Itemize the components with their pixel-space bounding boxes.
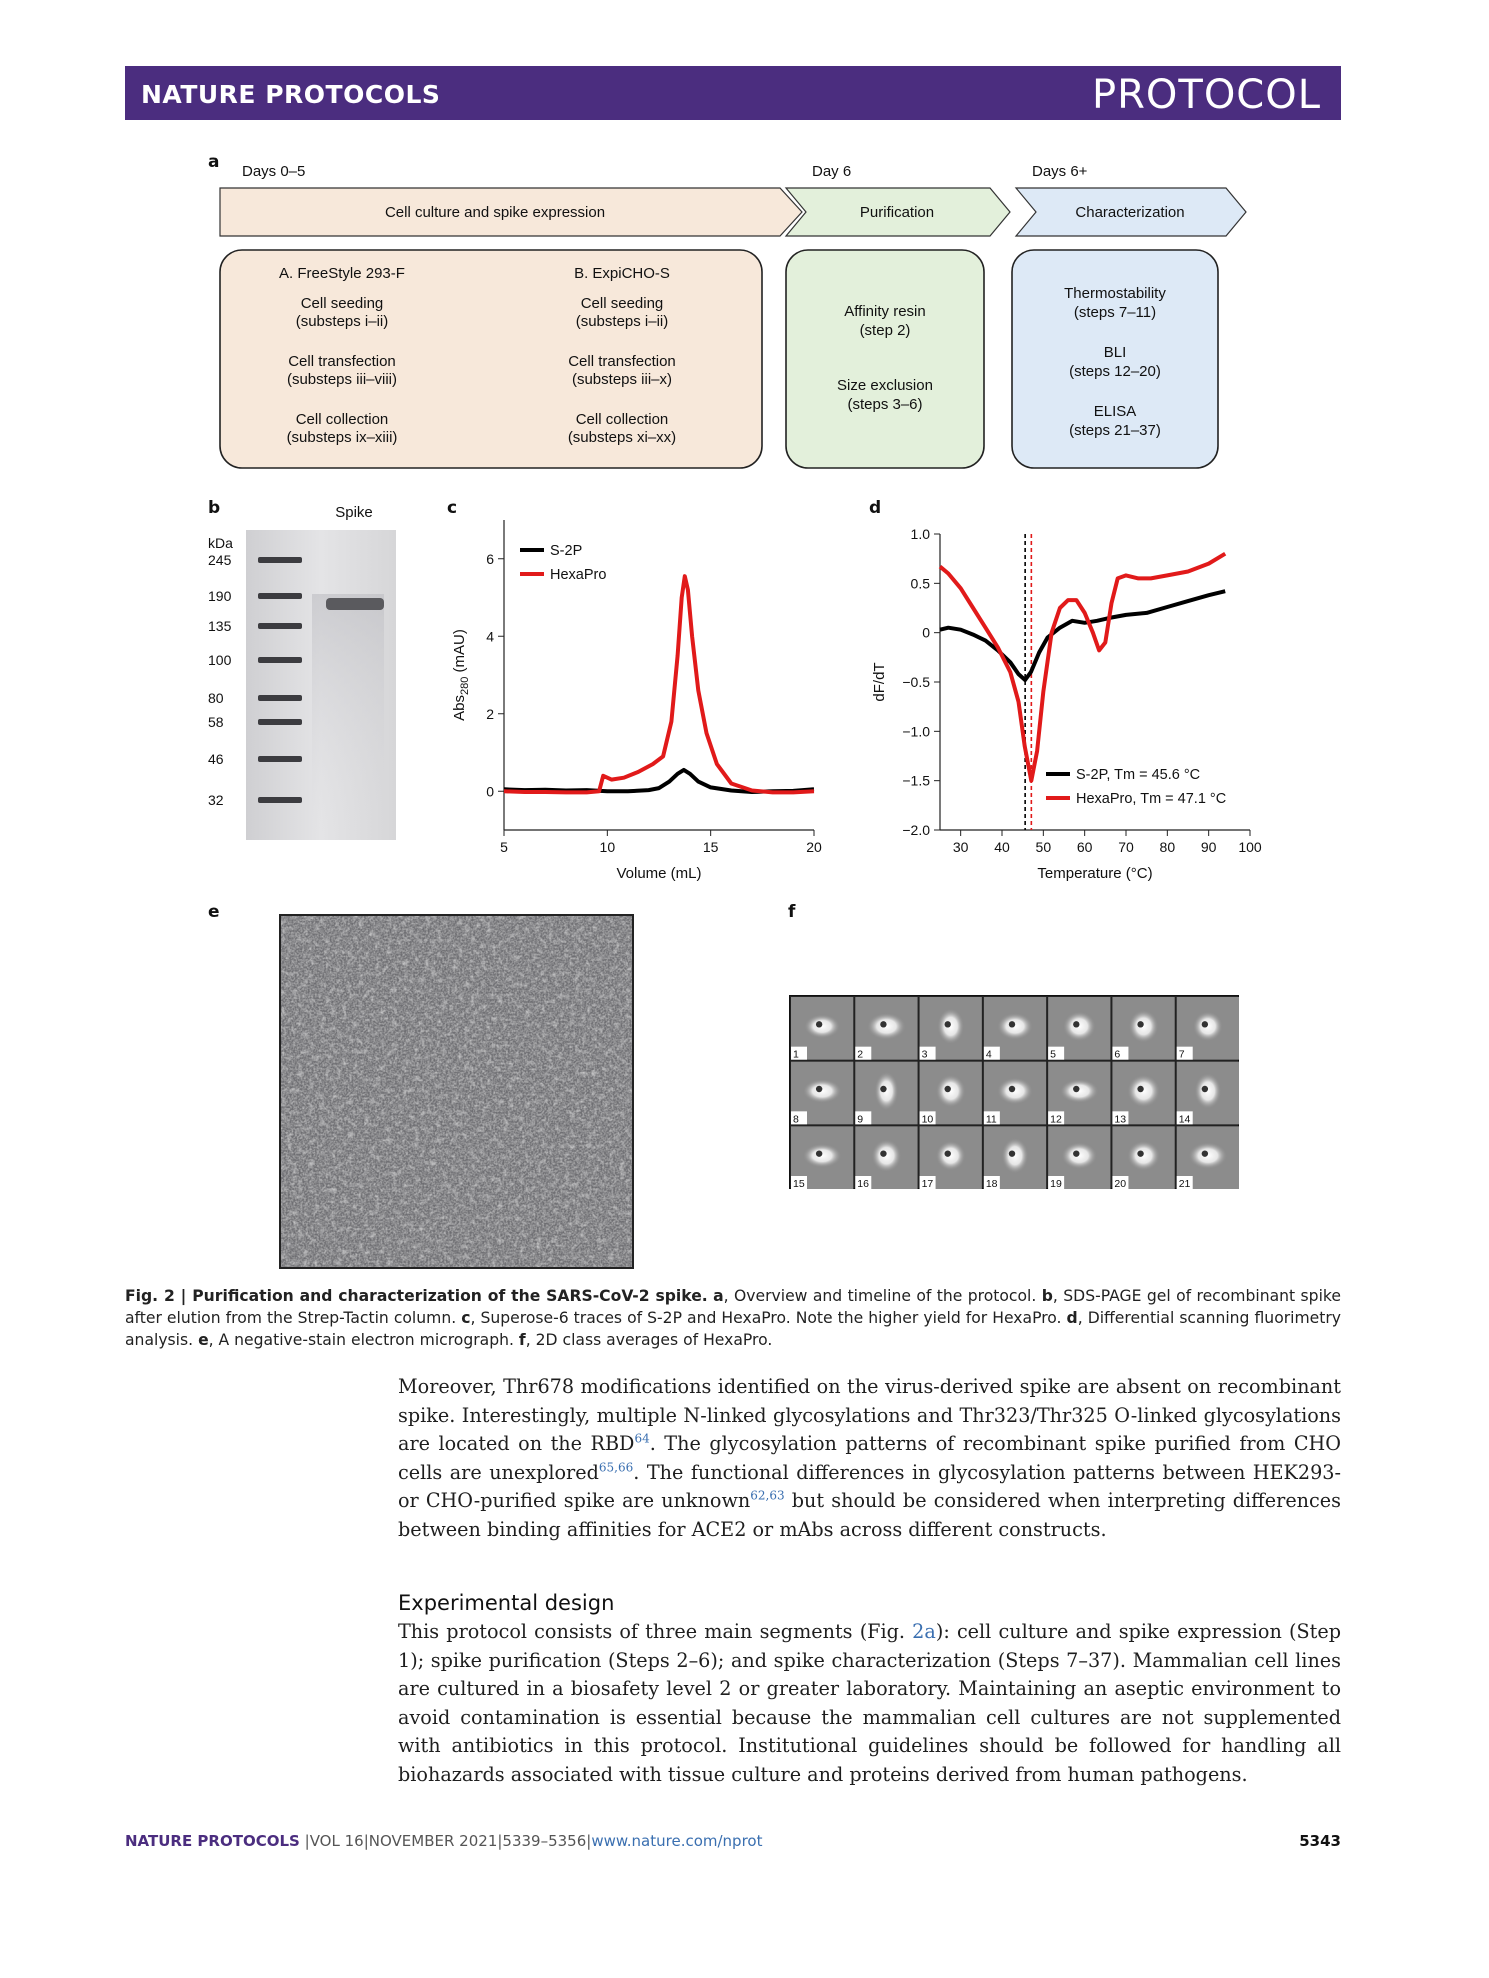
tile-number: 18 [985, 1178, 998, 1190]
footer-separator: | [497, 1832, 503, 1850]
class-average-tile [1177, 1062, 1239, 1126]
class-average-tile [920, 997, 982, 1061]
arrow-label: Characterization [1075, 204, 1185, 221]
marker-band [258, 593, 302, 599]
gel-unit: kDa [208, 535, 233, 551]
panel-label-a: a [208, 152, 220, 172]
class-average-tile [920, 1126, 982, 1190]
caption-text: , Differential scanning fluorimetry analysis. [125, 1309, 1342, 1349]
particle-density [1194, 1073, 1221, 1109]
step-range: (steps 21–37) [1069, 422, 1161, 439]
tile-number: 3 [921, 1048, 928, 1061]
phase-label: Days 0–5 [242, 163, 306, 180]
x-tick-label: 15 [702, 839, 719, 855]
particle-core [1137, 1086, 1143, 1092]
particle-density [1060, 1079, 1099, 1103]
particle-density [1188, 1142, 1227, 1169]
negative-stain-micrograph [279, 914, 634, 1269]
panel-label-b: b [208, 498, 221, 518]
panel-label-c: c [447, 498, 458, 518]
class-average-tile [1112, 1062, 1174, 1126]
tile-number: 19 [1050, 1178, 1062, 1190]
caption-label: Fig. 2 | Purification and characterization of the SARS-CoV-2 spike. [125, 1287, 708, 1305]
step-name: Cell transfection [288, 353, 396, 370]
reference-link[interactable]: 64 [634, 1431, 650, 1446]
step-name: BLI [1103, 344, 1127, 361]
caption-text: , Overview and timeline of the protocol. [723, 1287, 1042, 1305]
paragraph-text: ): cell culture and spike expression (Step 1); spike purification (Steps 2–6); and spike characterization (Steps 7–37). Mammalian cell lines are cultured in a biosafety level 2 or greater laboratory. Maintaining an aseptic environment to avoid contamination is essential because the mammalian cell cultures are not supplemented with antibiotics in this protocol. Institutional guidelines should be followed for handling all biohazards associated with tissue culture and proteins derived from human pathogens. [398, 1620, 1341, 1786]
class-average-tile [984, 1126, 1046, 1190]
arrow-label: Cell culture and spike expression [384, 204, 606, 221]
y-tick-label: 0.5 [910, 575, 930, 592]
class-average-tile [1048, 997, 1110, 1061]
marker-band [258, 623, 302, 629]
class-average-tile [855, 1126, 917, 1190]
x-tick-label: 40 [994, 839, 1010, 855]
class-average-tile [855, 997, 917, 1061]
body-paragraph [398, 1373, 1341, 1545]
particle-density [804, 1014, 840, 1038]
purification-box [786, 250, 984, 468]
caption-text: , A negative-stain electron micrograph. [208, 1331, 519, 1349]
particle-core [880, 1021, 886, 1027]
tile-number: 2 [857, 1048, 864, 1061]
particle-core [1202, 1086, 1208, 1092]
step-range: (step 2) [859, 322, 911, 339]
sec-chart [448, 510, 840, 890]
caption-key: b [1041, 1287, 1053, 1305]
x-tick-label: 60 [1076, 839, 1093, 855]
particle-core [1137, 1021, 1143, 1027]
series-line [504, 576, 814, 792]
class-average-tile [1112, 1126, 1174, 1190]
paragraph-text: but should be considered when interpreting differences between binding affinities for ACE2 or mAbs across different constructs. [398, 1489, 1341, 1541]
lane-label: Spike [335, 504, 373, 521]
particle-core [816, 1021, 822, 1027]
tile-number: 10 [921, 1113, 934, 1126]
x-axis-label: Volume (mL) [616, 865, 702, 882]
particle-core [1137, 1150, 1143, 1156]
step-range: (substeps xi–xx) [567, 429, 677, 446]
particle-density [1127, 1075, 1160, 1108]
particle-core [945, 1150, 951, 1156]
page-footer [125, 1832, 1341, 1850]
step-range: (steps 12–20) [1069, 363, 1161, 380]
caption-key: a [713, 1287, 724, 1305]
particle-density [1193, 1011, 1223, 1041]
class-average-tile [1177, 1126, 1239, 1190]
marker-band [258, 657, 302, 663]
class-average-tile [791, 997, 853, 1061]
tile-number: 8 [793, 1113, 799, 1126]
class-average-tile [791, 1062, 853, 1126]
series-line [940, 591, 1225, 680]
tile-number: 11 [985, 1113, 997, 1126]
class-average-tile [920, 1062, 982, 1126]
y-axis-label: Abs$_{280}$ (mAU) [451, 629, 471, 721]
y-tick-label: 6 [486, 550, 494, 567]
step-range: (substeps i–ii) [295, 313, 389, 330]
step-name: ELISA [1093, 403, 1137, 420]
footer-separator: | [363, 1832, 369, 1850]
y-tick-label: −2.0 [902, 822, 930, 838]
series-line [504, 770, 814, 792]
footer-separator: | [304, 1832, 310, 1850]
legend [1046, 767, 1226, 807]
footer-volume: VOL 16 [309, 1832, 364, 1850]
x-tick-label: 70 [1118, 839, 1134, 855]
article-type: PROTOCOL [1091, 72, 1321, 118]
legend [520, 543, 606, 583]
paragraph-text: . The functional differences in glycosylation patterns between HEK293- or CHO-purified spike are unknown [398, 1460, 1341, 1513]
lane-smear [312, 594, 384, 834]
paragraph-text: This protocol consists of three main segments (Fig. [398, 1620, 913, 1643]
caption-key: c [461, 1309, 471, 1327]
y-tick-label: −0.5 [902, 674, 930, 690]
class-average-tile [984, 1062, 1046, 1126]
step-range: (substeps ix–xiii) [286, 429, 398, 446]
particle-core [880, 1150, 886, 1156]
particle-core [1009, 1086, 1015, 1092]
particle-density [1127, 1141, 1160, 1171]
culture-col-a-title: A. FreeStyle 293-F [279, 265, 405, 282]
section-heading: Experimental design [398, 1591, 615, 1615]
x-tick-label: 100 [1238, 839, 1262, 855]
x-axis-label: Temperature (°C) [1037, 865, 1153, 882]
legend-label: S-2P [550, 543, 583, 559]
tile-number: 6 [1114, 1048, 1121, 1061]
particle-core [1009, 1021, 1015, 1027]
spike-band [326, 598, 384, 610]
particle-core [1073, 1086, 1079, 1092]
footer-date: NOVEMBER 2021 [368, 1832, 498, 1850]
step-range: (substeps iii–x) [571, 371, 673, 388]
figure-caption [125, 1285, 1341, 1351]
y-tick-label: 2 [486, 705, 494, 722]
legend-label: HexaPro, Tm = 47.1 °C [1076, 791, 1227, 807]
footer-url[interactable]: www.nature.com/nprot [591, 1832, 763, 1850]
y-tick-label: −1.5 [902, 772, 930, 789]
phase-label: Day 6 [812, 163, 852, 180]
step-range: (substeps iii–viii) [286, 371, 398, 388]
particle-density [803, 1144, 842, 1168]
axes [451, 520, 822, 882]
tile-number: 12 [1050, 1113, 1062, 1126]
class-average-tile [984, 997, 1046, 1061]
particle-core [880, 1086, 886, 1092]
caption-key: f [518, 1331, 526, 1349]
tile-number: 1 [793, 1048, 799, 1061]
legend-label: S-2P, Tm = 45.6 °C [1076, 767, 1201, 783]
x-tick-label: 20 [806, 839, 822, 855]
marker-band [258, 756, 302, 762]
footer-separator: | [586, 1832, 592, 1850]
particle-density [937, 1008, 964, 1044]
marker-label: 100 [208, 652, 232, 668]
series-line [940, 554, 1225, 781]
phase-label: Days 6+ [1032, 163, 1088, 180]
tile-number: 16 [857, 1178, 869, 1190]
tile-number: 17 [921, 1178, 934, 1190]
marker-band [258, 719, 302, 725]
caption-text: , 2D class averages of HexaPro. [525, 1331, 773, 1349]
particle-core [1202, 1021, 1208, 1027]
particle-density [1063, 1011, 1096, 1041]
step-name: Cell seeding [300, 295, 384, 312]
y-tick-label: 0 [486, 783, 494, 800]
step-range: (steps 7–11) [1073, 304, 1157, 321]
particle-core [1073, 1021, 1079, 1027]
particle-density [874, 1072, 898, 1111]
step-name: Cell collection [295, 411, 389, 428]
class-average-tile [1048, 1126, 1110, 1190]
footer-pages: 5339–5356 [502, 1832, 587, 1850]
timeline-diagram [200, 150, 1260, 470]
arrow-label: Purification [859, 204, 935, 221]
step-name: Cell collection [575, 411, 669, 428]
journal-header [125, 66, 1341, 120]
step-name: Affinity resin [844, 303, 926, 320]
tile-number: 4 [985, 1048, 992, 1061]
panel-label-e: e [208, 902, 220, 922]
particle-density [936, 1075, 966, 1108]
y-tick-label: 4 [486, 628, 494, 645]
y-tick-label: 1.0 [910, 526, 930, 542]
step-name: Cell seeding [580, 295, 664, 312]
step-range: (substeps i–ii) [575, 313, 669, 330]
footer-journal: NATURE PROTOCOLS [125, 1832, 300, 1850]
x-tick-label: 80 [1159, 839, 1176, 855]
caption-text: , Superose-6 traces of S-2P and HexaPro. Note the higher yield for HexaPro. [470, 1309, 1067, 1327]
marker-band [258, 797, 302, 803]
y-tick-label: −1.0 [902, 723, 930, 740]
page-number: 5343 [1299, 1832, 1341, 1850]
particle-core [945, 1086, 951, 1092]
marker-label: 80 [208, 690, 224, 706]
marker-band [258, 695, 302, 701]
x-tick-label: 5 [500, 839, 508, 855]
y-tick-label: 0 [922, 624, 930, 641]
step-name: Size exclusion [837, 377, 933, 394]
x-tick-label: 10 [599, 839, 616, 855]
dsf-chart [868, 510, 1278, 890]
class-average-tile [855, 1062, 917, 1126]
class-average-tile [1112, 997, 1174, 1061]
marker-label: 135 [208, 618, 232, 634]
particle-density [997, 1078, 1033, 1105]
marker-label: 190 [208, 588, 232, 604]
particle-density [871, 1139, 901, 1172]
class-average-tile [791, 1126, 853, 1190]
class-averages-image [790, 996, 1240, 1190]
x-tick-label: 30 [952, 839, 969, 855]
particle-density [997, 1013, 1033, 1040]
reference-link[interactable]: 62,63 [750, 1488, 785, 1503]
particle-core [945, 1021, 951, 1027]
panel-label-f: f [788, 902, 796, 922]
caption-key: e [198, 1331, 209, 1349]
tile-number: 14 [1178, 1113, 1191, 1126]
particle-core [816, 1150, 822, 1156]
class-averages-grid [789, 995, 1239, 1189]
body-paragraph [398, 1618, 1341, 1790]
marker-label: 245 [208, 552, 232, 568]
caption-key: d [1066, 1309, 1078, 1327]
class-average-tile [1048, 1062, 1110, 1126]
particle-density [1002, 1138, 1029, 1174]
particle-density [803, 1079, 842, 1103]
x-tick-label: 90 [1200, 839, 1217, 855]
tile-number: 7 [1178, 1048, 1185, 1061]
journal-name: NATURE PROTOCOLS [141, 80, 441, 109]
tile-number: 15 [793, 1178, 805, 1190]
tile-number: 21 [1178, 1178, 1191, 1190]
paragraph-text: Moreover, Thr678 modifications identified on the virus-derived spike are absent on recombinant spike. Interestingly, multiple N-linked glycosylations and Thr323/Thr325 O-linked glycosylations are located on the RBD [398, 1375, 1341, 1456]
culture-col-b-title: B. ExpiCHO-S [574, 265, 670, 282]
particle-core [816, 1086, 822, 1092]
panel-label-d: d [869, 498, 882, 518]
marker-label: 32 [208, 792, 224, 808]
y-axis-label: dF/dT [871, 662, 888, 702]
particle-density [1129, 1010, 1159, 1043]
axes [871, 526, 1262, 882]
tile-number: 20 [1114, 1178, 1127, 1190]
particle-density [1061, 1142, 1097, 1169]
step-name: Cell transfection [568, 353, 676, 370]
paragraph-text: . The glycosylation patterns of recombinant spike purified from CHO cells are unexplored [398, 1432, 1341, 1484]
tile-number: 9 [857, 1113, 864, 1126]
caption-text: , SDS-PAGE gel of recombinant spike after elution from the Strep-Tactin column. [125, 1287, 1341, 1327]
particle-density [867, 1013, 906, 1040]
micrograph-image [281, 916, 634, 1269]
marker-band [258, 557, 302, 563]
sds-page-gel [200, 498, 410, 850]
reference-link[interactable]: 65,66 [598, 1460, 634, 1475]
tile-number: 5 [1050, 1048, 1056, 1061]
marker-label: 58 [208, 714, 224, 730]
x-tick-label: 50 [1035, 839, 1052, 855]
class-average-tile [1177, 997, 1239, 1061]
particle-density [936, 1141, 966, 1171]
step-range: (steps 3–6) [847, 396, 923, 413]
figure-link[interactable]: 2a [912, 1620, 936, 1643]
particle-core [1073, 1150, 1079, 1156]
tile-number: 13 [1114, 1113, 1127, 1126]
particle-core [1202, 1150, 1208, 1156]
step-name: Thermostability [1064, 285, 1166, 302]
marker-label: 46 [208, 751, 224, 767]
legend-label: HexaPro [550, 567, 607, 583]
particle-core [1009, 1150, 1015, 1156]
